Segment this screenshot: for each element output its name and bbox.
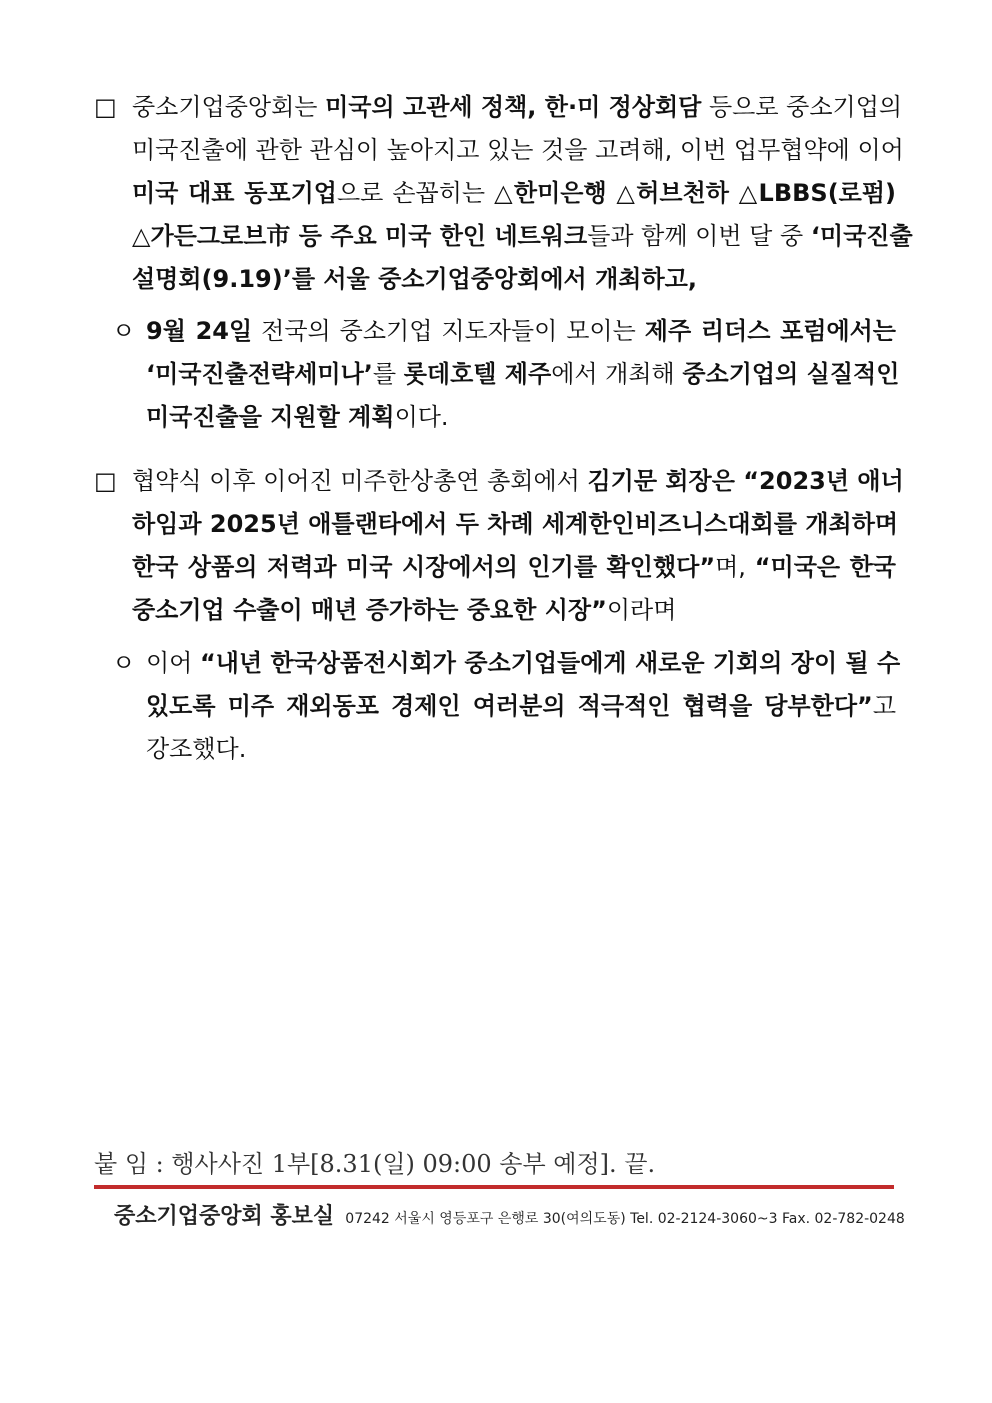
paragraph-jeju-forum [146,310,900,439]
bold-text-run: 한국 상품의 저력과 미국 시장에서의 인기를 확인했다” [132,553,716,581]
square-bullet: □ [94,467,117,495]
text-run: 전국의 중소기업 지도자들이 모이는 [252,317,645,345]
footer [114,1199,905,1230]
bold-text-run: 중소기업 수출이 매년 증가하는 중요한 시장” [132,596,607,624]
bold-text-run: 설명회(9.19)’를 서울 중소기업중앙회에서 개최하고, [132,265,697,293]
footer-contact: 07242 서울시 영등포구 은행로 30(여의도동) Tel. 02-2124-3060~3 Fax. 02-782-0248 [345,1211,905,1227]
paragraph-us-briefing [132,86,913,301]
text-line [146,685,896,728]
text-line [132,258,896,301]
text-line [146,396,896,439]
bold-text-run: 중소기업의 실질적인 [682,360,900,388]
square-bullet: □ [94,93,117,121]
footer-divider [94,1185,894,1189]
text-line [132,129,904,172]
bold-text-run: 미국 대표 동포기업 [132,179,337,207]
text-run: 강조했다. [146,735,247,763]
text-run: 며, [715,553,755,581]
text-run: 중소기업중앙회는 [132,93,326,121]
text-run: 이라며 [606,596,677,624]
text-run: 들과 함께 이번 달 중 [587,222,811,250]
bold-text-run: “내년 한국상품전시회가 중소기업들에게 새로운 기회의 장이 될 수 [200,649,901,677]
text-run: 에서 개최해 [551,360,683,388]
bold-text-run: 김기문 회장은 “2023년 애너 [587,467,904,495]
text-line [132,86,903,129]
paragraph-cooperation-request [146,642,901,771]
bold-text-run: ‘미국진출전략세미나’ [146,360,373,388]
bold-text-run: 제주 리더스 포럼에서는 [644,317,896,345]
text-line [132,589,896,632]
bold-text-run: △한미은행 △허브천하 △LBBS(로펌) [494,179,896,207]
circle-bullet: ㅇ [112,649,136,677]
text-line [146,728,896,771]
text-run: 이다. [394,403,449,431]
text-run: 이어 [146,649,200,677]
text-run: 를 [372,360,404,388]
footer-organization: 중소기업중앙회 홍보실 [114,1204,335,1229]
text-run: 등으로 중소기업의 [701,93,903,121]
text-run: 고 [872,692,896,720]
circle-bullet: ㅇ [112,317,136,345]
text-run: 협약식 이후 이어진 미주한상총연 총회에서 [132,467,588,495]
text-line [132,172,896,215]
bold-text-run: 9월 24일 [146,317,253,345]
bold-text-run: 미국진출을 지원할 계획 [146,403,395,431]
bold-text-run: 미국의 고관세 정책, 한·미 정상회담 [325,93,702,121]
bold-text-run: 있도록 미주 재외동포 경제인 여러분의 적극적인 협력을 당부한다” [146,692,873,720]
bold-text-run: 하임과 2025년 애틀랜타에서 두 차례 세계한인비즈니스대회를 개최하며 [132,510,899,538]
text-line [132,503,899,546]
bold-text-run: “미국은 한국 [754,553,896,581]
bold-text-run: △가든그로브市 등 주요 미국 한인 네트워크 [132,222,588,250]
text-run: 으로 손꼽히는 [336,179,495,207]
bold-text-run: 롯데호텔 제주 [403,360,552,388]
text-line [132,460,904,503]
text-line [132,546,896,589]
bold-text-run: ‘미국진출 [810,222,913,250]
text-line [132,215,913,258]
text-line [146,310,896,353]
paragraph-chairman-remarks [132,460,904,632]
attachment-note: 붙 임 : 행사사진 1부[8.31(일) 09:00 송부 예정]. 끝. [94,1150,656,1178]
text-line [146,353,900,396]
text-line [146,642,901,685]
text-run: 미국진출에 관한 관심이 높아지고 있는 것을 고려해, 이번 업무협약에 이어 [132,136,904,164]
